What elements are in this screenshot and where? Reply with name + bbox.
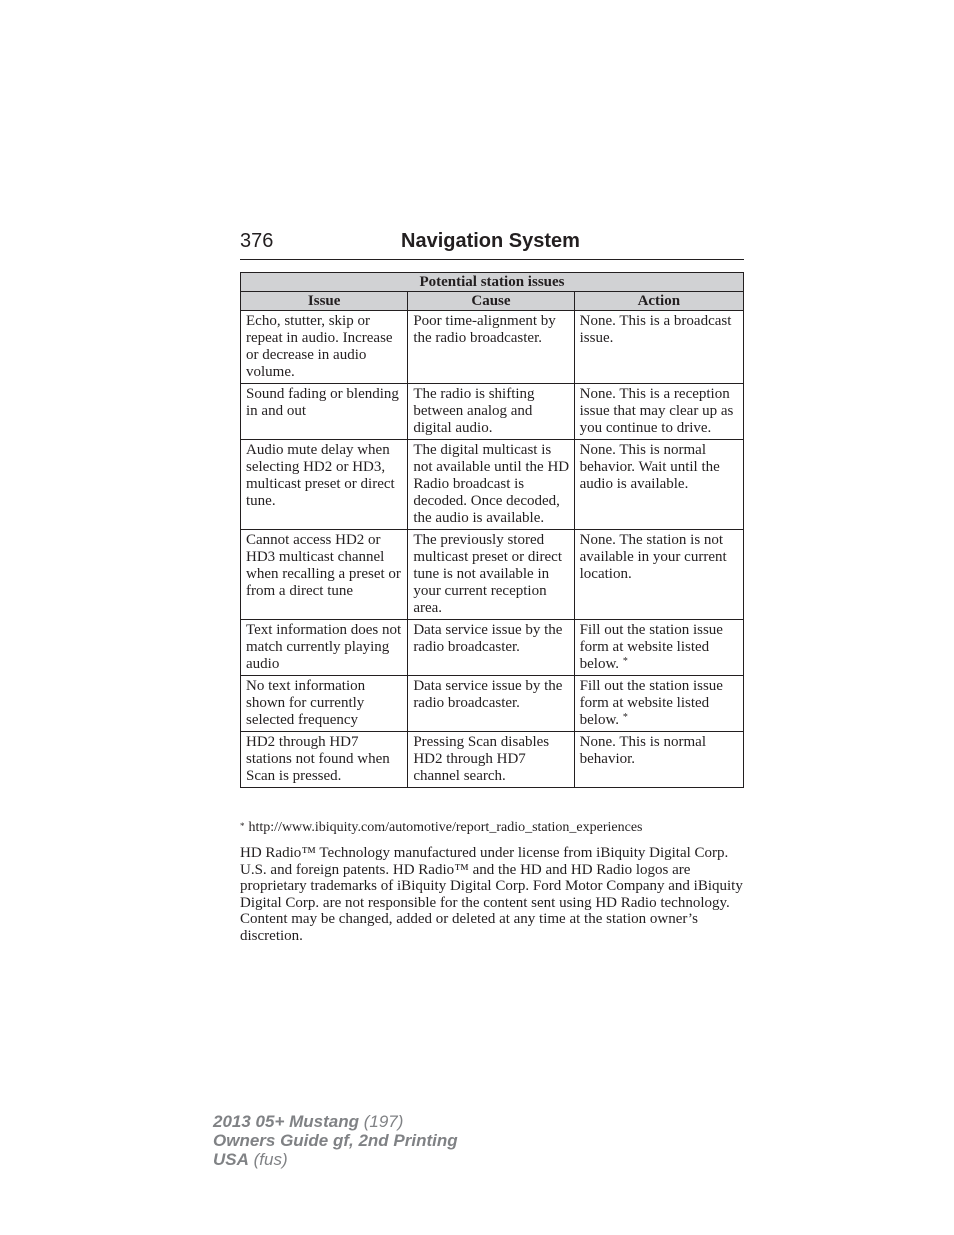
table-row	[241, 732, 744, 788]
model-code: (197)	[363, 1112, 404, 1131]
issue-cell: Audio mute delay when selecting HD2 or HD3, multicast preset or direct tune.	[241, 440, 408, 530]
column-header-cause: Cause	[408, 292, 574, 311]
action-cell: None. This is normal behavior.	[574, 732, 743, 788]
cause-cell: Data service issue by the radio broadcaster.	[408, 620, 574, 676]
table-title-row	[241, 273, 744, 292]
issue-cell: Cannot access HD2 or HD3 multicast channel when recalling a preset or from a direct tune	[241, 530, 408, 620]
issue-cell: No text information shown for currently selected frequency	[241, 676, 408, 732]
footnote	[240, 819, 760, 837]
action-cell	[574, 620, 743, 676]
cause-cell: Pressing Scan disables HD2 through HD7 channel search.	[408, 732, 574, 788]
footnote-marker: *	[240, 821, 245, 831]
model-year: 2013 05+ Mustang	[213, 1112, 359, 1131]
action-cell: None. This is a reception issue that may clear up as you continue to drive.	[574, 384, 743, 440]
issue-cell: Text information does not match currently playing audio	[241, 620, 408, 676]
table-row	[241, 620, 744, 676]
table-row	[241, 311, 744, 384]
cause-cell: The radio is shifting between analog and digital audio.	[408, 384, 574, 440]
market: USA	[213, 1150, 249, 1169]
action-cell: None. This is normal behavior. Wait until the audio is available.	[574, 440, 743, 530]
issue-cell: Echo, stutter, skip or repeat in audio. Increase or decrease in audio volume.	[241, 311, 408, 384]
edition-line-1	[213, 1112, 458, 1131]
table-title: Potential station issues	[241, 273, 744, 292]
edition-info	[213, 1112, 458, 1169]
column-header-action: Action	[574, 292, 743, 311]
table-row	[241, 440, 744, 530]
guide-printing: Owners Guide gf, 2nd Printing	[213, 1131, 458, 1150]
table-header-row	[241, 292, 744, 311]
trademark-paragraph: HD Radio™ Technology manufactured under license from iBiquity Digital Corp. U.S. and foreign patents. HD Radio™ and the HD and HD Radio logos are proprietary trademarks of iBiquity Digital Corp. Ford Motor Company and iBiquity Digital Corp. are not responsible for the content sent using HD Radio technology. Content may be changed, added or deleted at any time at the station owner’s discretion.	[240, 845, 743, 944]
action-cell: None. This is a broadcast issue.	[574, 311, 743, 384]
cause-cell: The previously stored multicast preset or direct tune is not available in your current reception area.	[408, 530, 574, 620]
cause-cell: Data service issue by the radio broadcaster.	[408, 676, 574, 732]
footnote-marker: *	[622, 712, 628, 723]
issue-cell: HD2 through HD7 stations not found when Scan is pressed.	[241, 732, 408, 788]
column-header-issue: Issue	[241, 292, 408, 311]
table-row	[241, 384, 744, 440]
market-code: (fus)	[253, 1150, 288, 1169]
cause-cell: The digital multicast is not available until the HD Radio broadcast is decoded. Once decoded, the audio is available.	[408, 440, 574, 530]
station-issues-table	[240, 272, 744, 788]
footnote-url: http://www.ibiquity.com/automotive/report_radio_station_experiences	[248, 820, 643, 835]
issue-cell: Sound fading or blending in and out	[241, 384, 408, 440]
page-header	[240, 229, 744, 260]
action-text: Fill out the station issue form at website listed below.	[579, 622, 723, 672]
action-cell: None. The station is not available in your current location.	[574, 530, 743, 620]
action-text: Fill out the station issue form at website listed below.	[579, 678, 723, 728]
footnote-marker: *	[622, 656, 628, 667]
table-row	[241, 530, 744, 620]
table-row	[241, 676, 744, 732]
action-cell	[574, 676, 743, 732]
cause-cell: Poor time-alignment by the radio broadcaster.	[408, 311, 574, 384]
page-number: 376	[240, 230, 274, 252]
section-title: Navigation System	[401, 230, 580, 252]
edition-line-3	[213, 1150, 458, 1169]
edition-line-2	[213, 1131, 458, 1150]
